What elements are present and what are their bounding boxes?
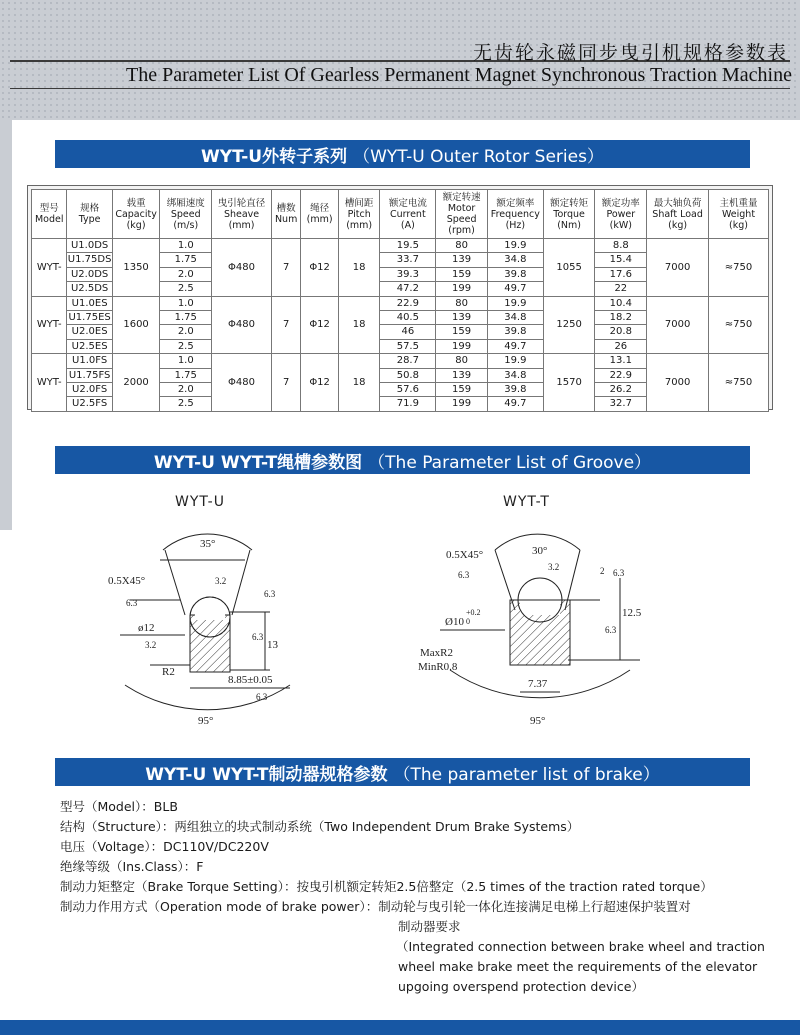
header-line: 额定转速 <box>442 192 481 203</box>
cell-power: 18.2 <box>595 311 647 325</box>
table-row <box>32 239 769 253</box>
groove-u-width: 8.85±0.05 <box>228 674 273 686</box>
cell-type: U1.0ES <box>67 296 112 310</box>
header-line: 绳径 <box>310 203 330 214</box>
cell-num: 7 <box>271 354 300 412</box>
groove-u-label: WYT-U <box>175 494 225 510</box>
cell-power: 8.8 <box>595 239 647 253</box>
cell-rpm: 199 <box>436 339 488 353</box>
groove-u-rough-a: 6.3 <box>126 598 138 608</box>
groove-t-angle-top: 30° <box>532 545 548 557</box>
cell-type: U1.75DS <box>67 254 112 266</box>
header-line: (A) <box>400 219 415 231</box>
table-header-cell <box>709 190 769 239</box>
header-line: Current <box>390 208 426 220</box>
cell-current: 19.5 <box>380 239 436 253</box>
section-title-en: （The parameter list of brake） <box>393 764 660 785</box>
cell-current: 39.3 <box>380 267 436 281</box>
groove-u-chamfer: 0.5X45° <box>108 575 146 587</box>
cell-type: U2.5DS <box>67 282 112 296</box>
section-bar-outer-rotor <box>55 140 750 168</box>
cell-frequency: 49.7 <box>487 397 543 411</box>
cell-rope: Φ12 <box>301 239 339 297</box>
header-line: Speed <box>170 208 201 220</box>
groove-u-depth: 13 <box>267 639 278 651</box>
groove-t-dia: Ø10 <box>445 616 464 628</box>
cell-current: 40.5 <box>380 311 436 325</box>
cell-power: 13.1 <box>595 354 647 368</box>
table-header-cell <box>543 190 595 239</box>
table-row <box>32 354 769 368</box>
groove-t-minr: MinR0.8 <box>418 661 458 673</box>
brake-operation <box>60 897 765 917</box>
cell-speed: 2.0 <box>160 267 212 281</box>
cell-rope: Φ12 <box>301 296 339 354</box>
title-rule-lower <box>10 88 790 89</box>
cell-model: WYT- <box>32 239 67 297</box>
header-line: 槽数 <box>276 203 296 214</box>
brake-model: 型号（Model）：BLB <box>60 799 178 814</box>
cell-current: 47.2 <box>380 282 436 296</box>
cell-power: 26.2 <box>595 383 647 397</box>
groove-u-rough-f: 3.2 <box>145 640 157 650</box>
header-line: Shaft Load <box>652 208 703 220</box>
cell-capacity: 1350 <box>112 239 160 297</box>
brake-operation-label: 制动力作用方式（Operation mode of brake power）： <box>60 899 379 914</box>
groove-t-rough-a: 6.3 <box>458 570 470 580</box>
header-line: (mm) <box>228 219 255 231</box>
cell-sheave: Φ480 <box>212 239 272 297</box>
header-line: (mm) <box>306 214 333 225</box>
header-line: Frequency <box>490 208 540 220</box>
cell-power: 26 <box>595 339 647 353</box>
cell-rpm: 80 <box>436 354 488 368</box>
side-strip <box>0 120 12 530</box>
cell-frequency: 49.7 <box>487 339 543 353</box>
groove-t-dim-2: 2 <box>600 566 605 576</box>
groove-u-rough-c: 6.3 <box>264 589 276 599</box>
cell-power: 32.7 <box>595 397 647 411</box>
groove-t-angle-bottom: 95° <box>530 715 546 727</box>
groove-t-width: 7.37 <box>528 678 548 690</box>
footer-bar <box>0 1020 800 1035</box>
table-header-cell <box>380 190 436 239</box>
header-line: 型号 <box>39 203 59 214</box>
section-title-en: （WYT-U Outer Rotor Series） <box>353 146 604 167</box>
groove-t-drawing <box>418 534 642 727</box>
groove-t-maxr: MaxR2 <box>420 647 453 659</box>
cell-shaft-load: 7000 <box>647 354 709 412</box>
cell-speed: 1.75 <box>160 311 212 325</box>
header-line: (Hz) <box>505 219 526 231</box>
header-line: Type <box>78 214 101 225</box>
cell-rpm: 139 <box>436 253 488 267</box>
section-title-cn: WYT-U外转子系列 <box>201 146 348 167</box>
cell-shaft-load: 7000 <box>647 239 709 297</box>
cell-speed: 2.5 <box>160 339 212 353</box>
groove-t-tol-up: +0.2 <box>466 608 481 617</box>
cell-torque: 1250 <box>543 296 595 354</box>
cell-speed: 2.0 <box>160 325 212 339</box>
groove-u-rough-g: 6.3 <box>256 692 268 702</box>
table-header-row <box>32 190 769 239</box>
groove-u-radius: R2 <box>162 666 175 678</box>
header-line: 额定功率 <box>601 197 640 209</box>
cell-sheave: Φ480 <box>212 354 272 412</box>
section-bar-groove <box>55 446 750 474</box>
cell-type: U1.75ES <box>68 312 111 324</box>
section-bar-brake <box>55 758 750 786</box>
table-header-cell <box>487 190 543 239</box>
section-title-cn: WYT-U WYT-T制动器规格参数 <box>145 764 388 785</box>
header-line: (kg) <box>668 219 688 231</box>
cell-speed: 1.0 <box>160 296 212 310</box>
cell-type: U2.0FS <box>67 383 112 397</box>
cell-num: 7 <box>271 239 300 297</box>
cell-frequency: 34.8 <box>487 311 543 325</box>
table-header-cell <box>160 190 212 239</box>
cell-rpm: 80 <box>436 239 488 253</box>
cell-type: U1.75FS <box>68 369 111 381</box>
table-body <box>32 239 769 412</box>
table-header-cell <box>338 190 380 239</box>
cell-capacity: 1600 <box>112 296 160 354</box>
brake-operation-en-3: upgoing overspend protection device） <box>398 979 644 994</box>
cell-speed: 1.0 <box>160 239 212 253</box>
cell-rpm: 139 <box>436 311 488 325</box>
cell-frequency: 39.8 <box>487 383 543 397</box>
table-header-cell <box>32 190 67 239</box>
header-line: Torque <box>553 208 585 220</box>
header-line: 额定转矩 <box>550 197 589 209</box>
brake-operation-en-2: wheel make brake meet the requirements of the elevator <box>398 959 758 974</box>
cell-speed: 1.75 <box>160 253 212 267</box>
page-title-en: The Parameter List Of Gearless Permanent Magnet Synchronous Traction Machine <box>126 64 792 86</box>
cell-current: 46 <box>380 325 436 339</box>
cell-current: 71.9 <box>380 397 436 411</box>
cell-frequency: 49.7 <box>487 282 543 296</box>
table-header-cell <box>436 190 488 239</box>
header-line: Model <box>34 214 64 225</box>
table-row <box>32 296 769 310</box>
header-line: Num <box>274 214 298 225</box>
groove-u-rough-d: 6.3 <box>252 632 264 642</box>
cell-rpm: 199 <box>436 397 488 411</box>
header-line: 规格 <box>80 203 100 214</box>
brake-ins-class: 绝缘等级（Ins.Class）：F <box>60 859 204 874</box>
cell-weight: ≈750 <box>709 296 769 354</box>
groove-t-depth: 12.5 <box>622 607 642 619</box>
cell-frequency: 39.8 <box>487 267 543 281</box>
groove-u-rough-b: 3.2 <box>215 576 227 586</box>
cell-speed: 1.75 <box>160 368 212 382</box>
cell-shaft-load: 7000 <box>647 296 709 354</box>
header-line: (Nm) <box>557 219 581 231</box>
cell-type: U2.0ES <box>67 325 112 339</box>
cell-rpm: 199 <box>436 282 488 296</box>
cell-pitch: 18 <box>338 296 380 354</box>
cell-rpm: 80 <box>436 296 488 310</box>
cell-weight: ≈750 <box>709 354 769 412</box>
groove-u-dia: ø12 <box>138 622 155 634</box>
cell-speed: 2.5 <box>160 397 212 411</box>
section-title-en: （The Parameter List of Groove） <box>368 452 652 473</box>
cell-power: 22.9 <box>595 368 647 382</box>
brake-operation-en-1: （Integrated connection between brake wheel and traction <box>396 939 765 954</box>
cell-num: 7 <box>271 296 300 354</box>
header-line: (rpm) <box>448 225 475 236</box>
groove-u-angle-top: 35° <box>200 538 216 550</box>
cell-frequency: 34.8 <box>487 253 543 267</box>
header-line: 主机重量 <box>719 197 758 209</box>
cell-power: 17.6 <box>595 267 647 281</box>
cell-frequency: 19.9 <box>487 239 543 253</box>
header-line: 槽间距 <box>344 197 374 209</box>
header-line: (kg) <box>729 219 748 231</box>
groove-u-drawing <box>108 534 290 727</box>
brake-voltage: 电压（Voltage）：DC110V/DC220V <box>60 839 269 854</box>
cell-type: U1.0DS <box>67 239 112 253</box>
groove-t-chamfer: 0.5X45° <box>446 549 484 561</box>
cell-current: 57.6 <box>380 383 436 397</box>
section-title-cn: WYT-U WYT-T绳槽参数图 <box>153 452 363 473</box>
table-header-cell <box>271 190 300 239</box>
header-line: (mm) <box>346 219 373 231</box>
header-line: Pitch <box>347 208 371 220</box>
table-header-cell <box>112 190 160 239</box>
cell-model: WYT- <box>32 354 67 412</box>
cell-power: 10.4 <box>595 296 647 310</box>
table-header-cell <box>595 190 647 239</box>
brake-torque-setting: 制动力矩整定（Brake Torque Setting）：按曳引机额定转矩2.5倍整定（2.5 times of the traction rated torque） <box>60 879 713 894</box>
cell-type: U2.5FS <box>67 397 112 411</box>
page-title-cn: 无齿轮永磁同步曳引机规格参数表 <box>472 42 788 64</box>
cell-model: WYT- <box>32 296 67 354</box>
table-header-cell <box>647 190 709 239</box>
cell-pitch: 18 <box>338 354 380 412</box>
cell-torque: 1570 <box>543 354 595 412</box>
cell-frequency: 19.9 <box>487 296 543 310</box>
header-line: 载重 <box>126 197 146 209</box>
header-line: (m/s) <box>173 219 199 231</box>
header-line: (kg) <box>126 219 146 231</box>
header-line: 额定频率 <box>496 197 535 209</box>
cell-current: 57.5 <box>380 339 436 353</box>
cell-current: 50.8 <box>380 368 436 382</box>
cell-current: 22.9 <box>380 296 436 310</box>
table-header-cell <box>301 190 339 239</box>
groove-t-rough-b: 3.2 <box>548 562 560 572</box>
header-line: Weight <box>721 208 756 220</box>
cell-current: 28.7 <box>380 354 436 368</box>
header-line: Capacity <box>115 208 157 220</box>
cell-sheave: Φ480 <box>212 296 272 354</box>
parameter-table-frame <box>27 185 773 410</box>
brake-operation-cn-1: 制动轮与曳引轮一体化连接满足电梯上行超速保护装置对 <box>378 899 691 914</box>
cell-frequency: 19.9 <box>487 354 543 368</box>
groove-t-rough-d: 6.3 <box>605 625 617 635</box>
brake-spec-list <box>60 797 765 997</box>
cell-frequency: 39.8 <box>487 325 543 339</box>
header-line: (kW) <box>609 219 632 231</box>
groove-u-angle-bottom: 95° <box>198 715 214 727</box>
cell-speed: 2.5 <box>160 282 212 296</box>
cell-rope: Φ12 <box>301 354 339 412</box>
cell-torque: 1055 <box>543 239 595 297</box>
cell-power: 20.8 <box>595 325 647 339</box>
cell-weight: ≈750 <box>709 239 769 297</box>
groove-t-tol-low: 0 <box>466 617 470 626</box>
header-line: 绑厢速度 <box>166 197 205 209</box>
cell-type: U2.0DS <box>67 267 112 281</box>
header-line: Sheave <box>223 208 260 220</box>
parameter-table <box>31 189 769 412</box>
cell-type: U2.5ES <box>67 339 112 353</box>
cell-current: 33.7 <box>380 253 436 267</box>
header-line: 曳引轮直径 <box>217 197 266 209</box>
brake-structure: 结构（Structure）：两组独立的块式制动系统（Two Independent Drum Brake Systems） <box>60 819 580 834</box>
header-line: 额定电流 <box>388 197 427 209</box>
table-header-cell <box>212 190 272 239</box>
cell-rpm: 159 <box>436 383 488 397</box>
groove-t-label: WYT-T <box>503 494 550 510</box>
header-line: Motor Speed <box>446 203 477 225</box>
cell-rpm: 139 <box>436 368 488 382</box>
cell-capacity: 2000 <box>112 354 160 412</box>
header-line: Power <box>606 208 636 220</box>
cell-power: 15.4 <box>595 253 647 267</box>
cell-pitch: 18 <box>338 239 380 297</box>
table-header-cell <box>67 190 112 239</box>
cell-rpm: 159 <box>436 267 488 281</box>
cell-frequency: 34.8 <box>487 368 543 382</box>
groove-drawings <box>0 520 800 750</box>
cell-speed: 2.0 <box>160 383 212 397</box>
cell-speed: 1.0 <box>160 354 212 368</box>
brake-operation-cn-2: 制动器要求 <box>398 919 461 934</box>
cell-power: 22 <box>595 282 647 296</box>
cell-rpm: 159 <box>436 325 488 339</box>
cell-type: U1.0FS <box>67 354 112 368</box>
groove-t-rough-c: 6.3 <box>613 568 625 578</box>
header-line: 最大轴负荷 <box>653 197 702 209</box>
